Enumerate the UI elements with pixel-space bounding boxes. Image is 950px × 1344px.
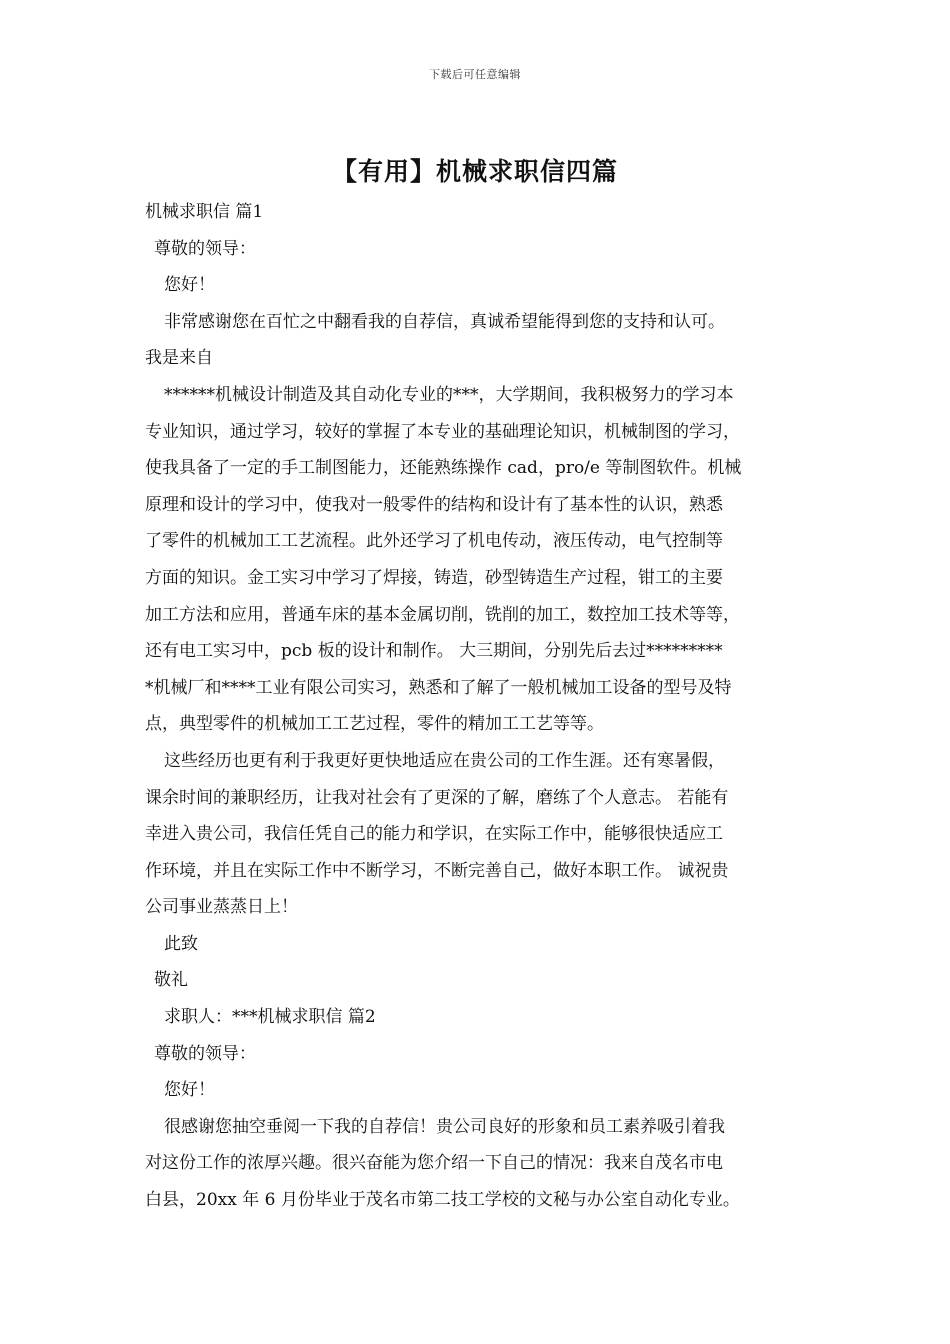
greeting: 您好！ [164,1080,215,1101]
greeting: 您好！ [164,275,215,296]
body-line: 很感谢您抽空垂阅一下我的自荐信！贵公司良好的形象和员工素养吸引着我 [164,1116,725,1137]
closing: 敬礼 [154,970,188,991]
body-line: *机械厂和****工业有限公司实习，熟悉和了解了一般机械加工设备的型号及特 [145,677,732,698]
body-line: 还有电工实习中，pcb 板的设计和制作。 大三期间，分别先后去过********* [145,641,723,662]
body-line: 作环境，并且在实际工作中不断学习，不断完善自己，做好本职工作。 诚祝贵 [145,860,729,881]
document-title: 【有用】机械求职信四篇 [331,157,618,186]
body-line: 方面的知识。金工实习中学习了焊接，铸造，砂型铸造生产过程，钳工的主要 [145,567,723,588]
body-line: ******机械设计制造及其自动化专业的***，大学期间，我积极努力的学习本 [164,384,734,405]
salutation: 尊敬的领导： [154,238,256,259]
body-line: 专业知识，通过学习，较好的掌握了本专业的基础理论知识，机械制图的学习， [145,421,740,442]
section-heading-1: 机械求职信 篇1 [145,202,264,222]
section-heading-2: 求职人：***机械求职信 篇2 [164,1007,376,1028]
header-note: 下载后可任意编辑 [429,68,521,81]
body-line: 非常感谢您在百忙之中翻看我的自荐信，真诚希望能得到您的支持和认可。 [164,311,725,332]
body-line: 点，典型零件的机械加工工艺过程，零件的精加工工艺等等。 [145,714,604,735]
document-body [145,194,813,1219]
body-line: 白县，20xx 年 6 月份毕业于茂名市第二技工学校的文秘与办公室自动化专业。 [145,1190,740,1211]
body-line: 这些经历也更有利于我更好更快地适应在贵公司的工作生涯。还有寒暑假， [164,750,725,771]
closing: 此致 [164,933,198,954]
salutation: 尊敬的领导： [154,1043,256,1064]
body-line: 课余时间的兼职经历，让我对社会有了更深的了解，磨练了个人意志。 若能有 [145,787,729,808]
body-line: 对这份工作的浓厚兴趣。很兴奋能为您介绍一下自己的情况：我来自茂名市电 [145,1153,723,1174]
body-line: 了零件的机械加工工艺流程。此外还学习了机电传动，液压传动，电气控制等 [145,531,723,552]
body-line: 公司事业蒸蒸日上！ [145,897,298,918]
body-line: 原理和设计的学习中，使我对一般零件的结构和设计有了基本性的认识，熟悉 [145,494,723,515]
body-line: 加工方法和应用，普通车床的基本金属切削，铣削的加工，数控加工技术等等， [145,604,740,625]
body-line: 幸进入贵公司，我信任凭自己的能力和学识，在实际工作中，能够很快适应工 [145,824,723,845]
body-line: 我是来自 [145,348,213,369]
body-line: 使我具备了一定的手工制图能力，还能熟练操作 cad，pro/e 等制图软件。机械 [145,458,742,479]
